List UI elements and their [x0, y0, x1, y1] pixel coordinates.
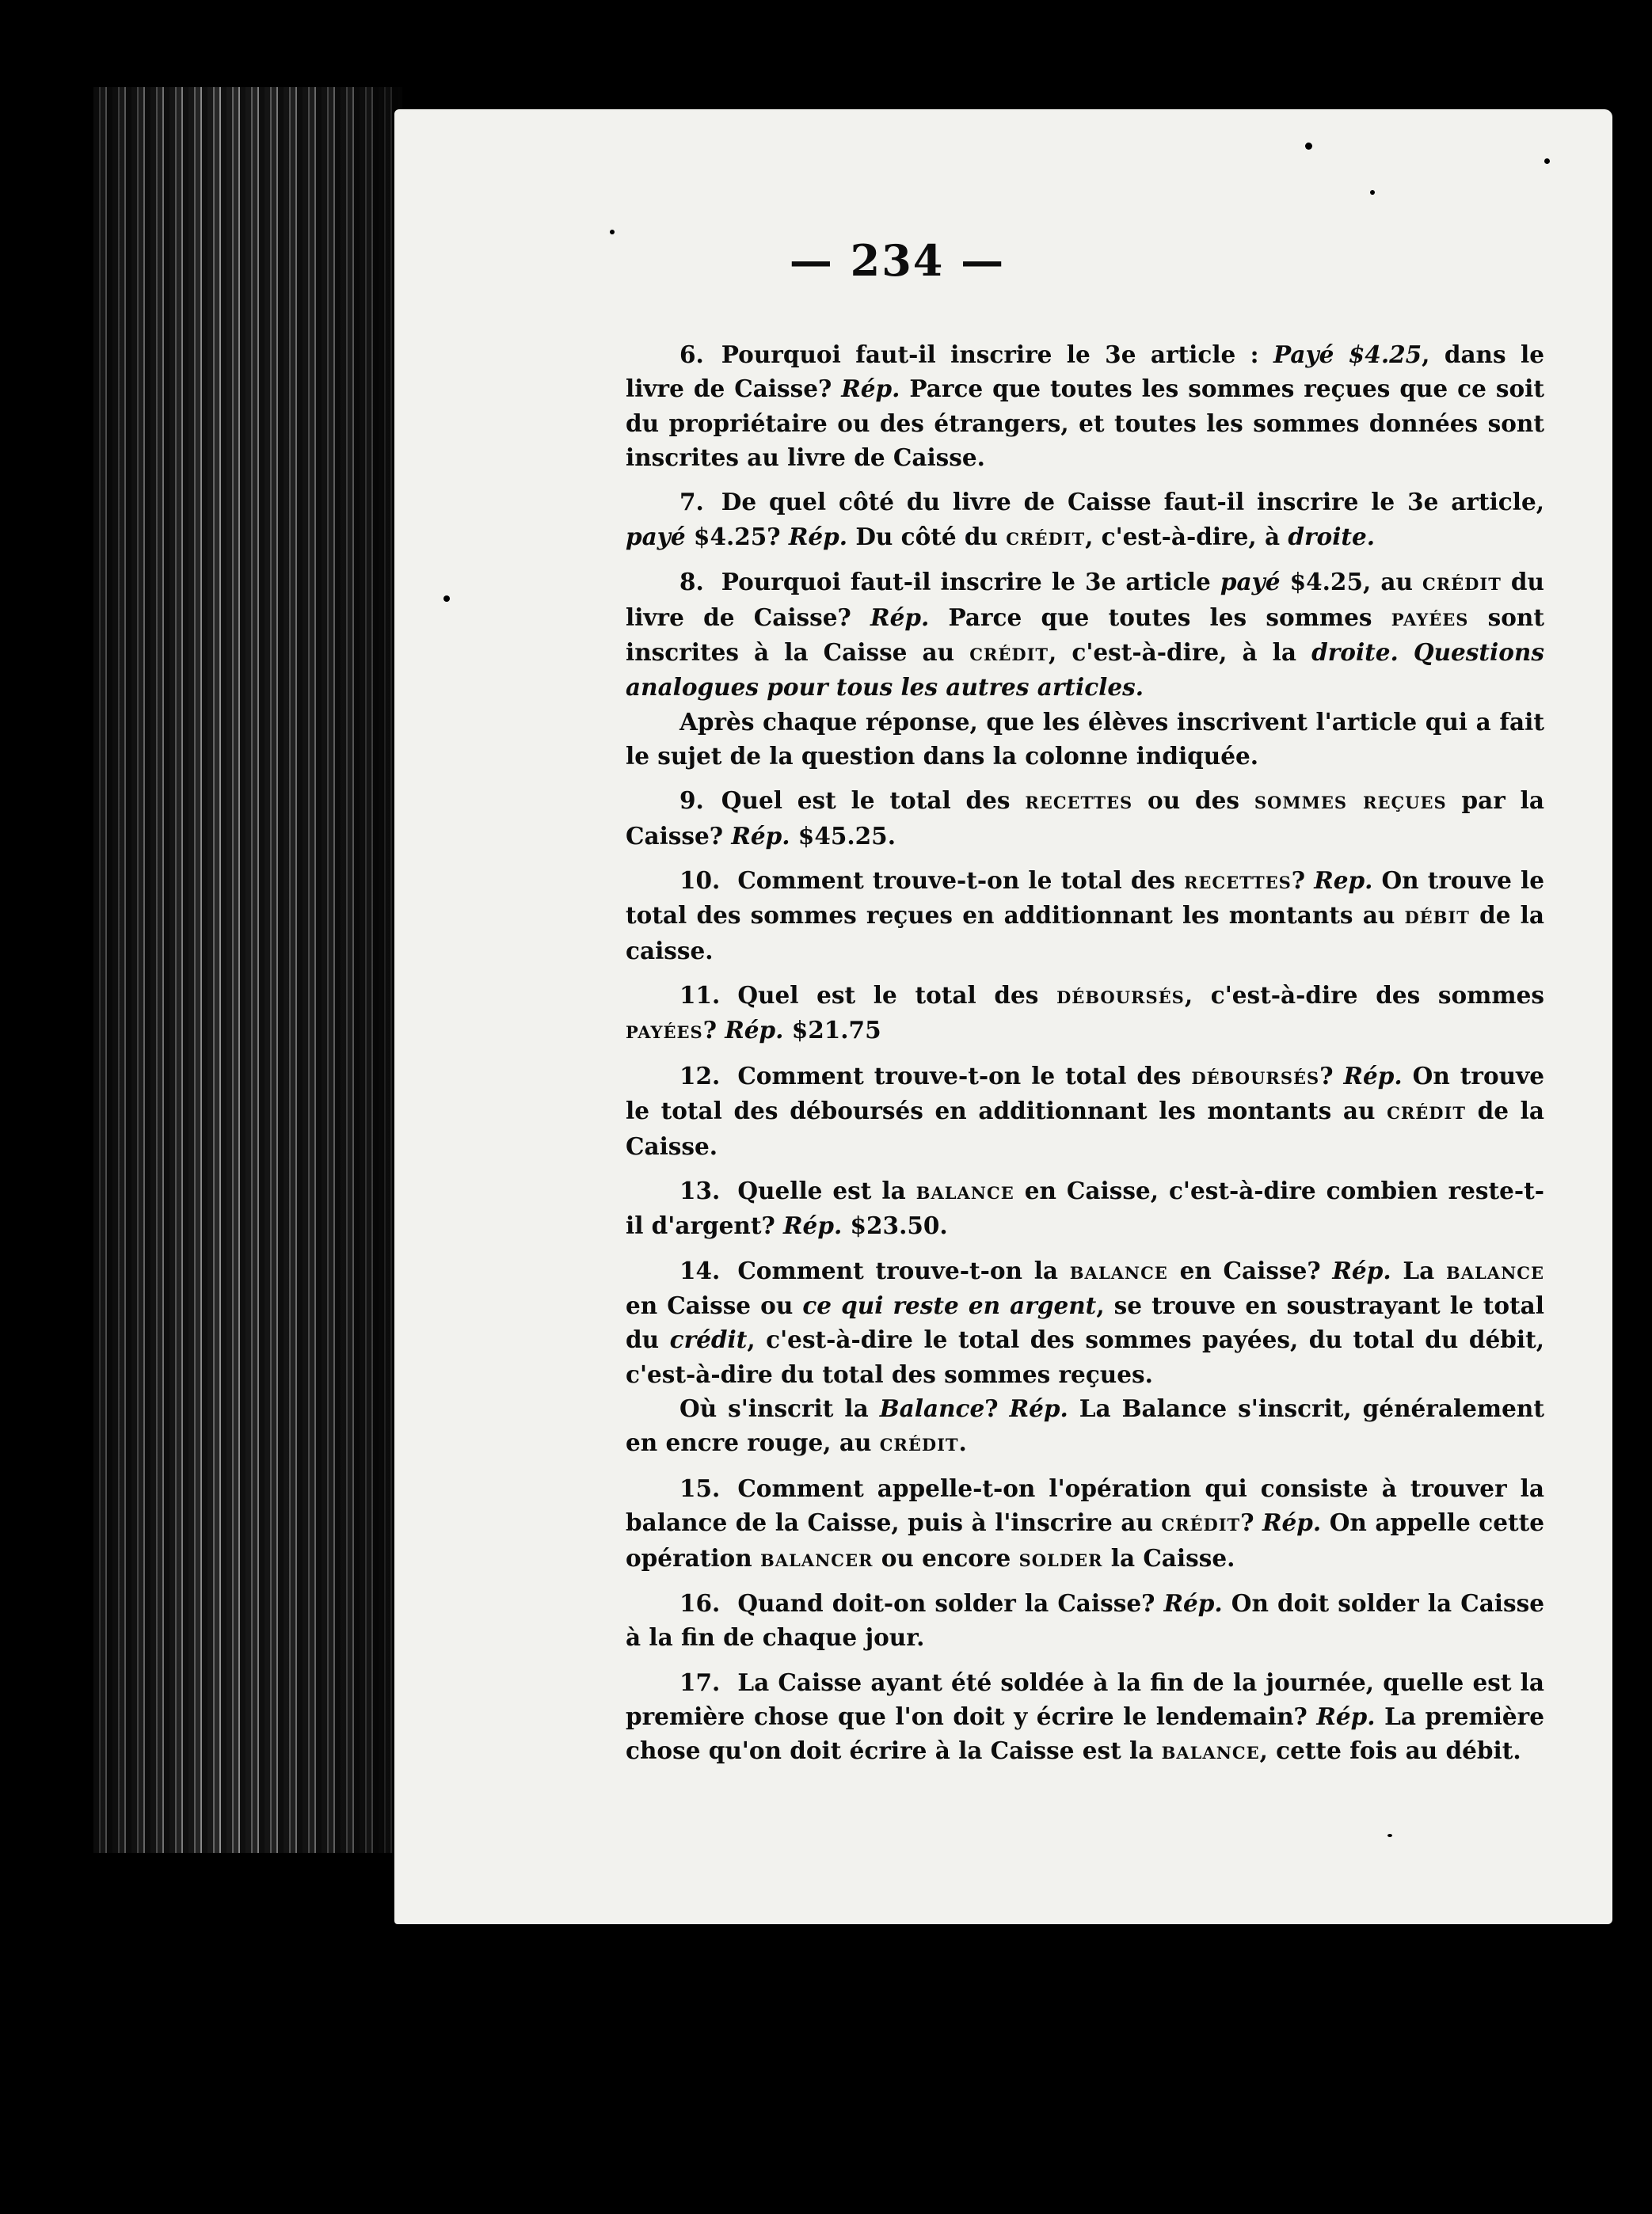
italic-text: Rép. — [1332, 1256, 1391, 1284]
qa-item — [626, 565, 1544, 704]
qa-text: en Caisse, c'est-à-dire combien reste-t-il d'argent? — [626, 1176, 1544, 1240]
qa-text: sont inscrites à la Caisse au — [626, 603, 1544, 666]
small-caps-term: crédit — [969, 638, 1049, 667]
qa-number: 7. — [679, 488, 704, 516]
qa-item — [626, 1665, 1544, 1769]
qa-text: ? — [1240, 1508, 1263, 1537]
qa-text: Comment trouve-t-on le total des — [737, 866, 1184, 895]
qa-text: en Caisse ou — [626, 1291, 803, 1319]
qa-text: $4.25, au — [1280, 568, 1422, 596]
qa-text: Après chaque réponse, que les élèves inscrivent l'article qui a fait le sujet de la question dans la colonne indiquée. — [626, 707, 1544, 770]
italic-text: Payé $4.25 — [1273, 340, 1422, 368]
qa-text: ? — [702, 1016, 725, 1044]
small-caps-term: balance — [1445, 1257, 1544, 1285]
qa-text: ou encore — [873, 1543, 1019, 1572]
qa-text: La Balance s'inscrit, généralement en encre rouge, au — [626, 1394, 1544, 1457]
italic-text: Rép. — [1262, 1508, 1322, 1537]
qa-text: Quand doit-on solder la Caisse? — [737, 1588, 1164, 1617]
italic-text: Rep. — [1314, 866, 1373, 895]
qa-number: 6. — [679, 340, 704, 368]
qa-text: ? — [1319, 1061, 1344, 1090]
qa-text: Quelle est la — [737, 1176, 916, 1204]
small-caps-term: solder — [1018, 1544, 1103, 1573]
qa-text: ou des — [1132, 786, 1254, 815]
qa-text: Parce que toutes les sommes — [929, 603, 1391, 631]
qa-item — [626, 485, 1544, 554]
italic-text: Rép. — [731, 821, 790, 850]
italic-text: Rép. — [1163, 1588, 1223, 1617]
qa-text: La — [1391, 1256, 1446, 1284]
qa-text: Quel est le total des — [737, 981, 1057, 1010]
small-caps-term: balance — [1161, 1737, 1260, 1766]
qa-item — [626, 337, 1544, 474]
qa-text: , c'est-à-dire le total des sommes payées, du total du débit, c'est-à-dire du total des sommes reçues. — [626, 1326, 1544, 1388]
qa-text: Quel est le total des — [721, 786, 1026, 815]
small-caps-term: crédit — [879, 1429, 959, 1458]
qa-text: On trouve le total des sommes reçues en additionnant les montants au — [626, 866, 1544, 930]
qa-number: 9. — [679, 786, 704, 815]
italic-text: Rép. — [783, 1212, 843, 1240]
qa-text: ? — [984, 1394, 1010, 1423]
small-caps-term: crédit — [1387, 1097, 1466, 1126]
page-number: — 234 — — [789, 235, 1006, 286]
qa-continuation — [626, 705, 1544, 774]
italic-text: Rép. — [1316, 1702, 1376, 1730]
qa-continuation — [626, 1391, 1544, 1461]
qa-item — [626, 978, 1544, 1048]
qa-text: On trouve le total des déboursés en additionnant les montants au — [626, 1061, 1545, 1125]
qa-text: Comment appelle-t-on l'opération qui consiste à trouver la balance de la Caisse, puis à l'inscrire au — [626, 1474, 1544, 1537]
qa-number: 17. — [679, 1668, 721, 1696]
small-caps-term: déboursés — [1056, 982, 1185, 1010]
qa-text: Pourquoi faut-il inscrire le 3e article : — [721, 340, 1273, 368]
qa-text: La première chose qu'on doit écrire à la Caisse est la — [626, 1702, 1544, 1765]
italic-text: Balance — [879, 1394, 985, 1423]
qa-item — [626, 783, 1544, 853]
italic-text: ce qui reste en argent — [802, 1291, 1097, 1319]
qa-item — [626, 1059, 1544, 1163]
qa-text: Où s'inscrit la — [679, 1394, 880, 1423]
italic-text: crédit — [669, 1326, 748, 1354]
qa-text: , cette fois au débit. — [1259, 1737, 1521, 1765]
qa-number: 10. — [679, 866, 721, 895]
small-caps-term: balancer — [759, 1544, 874, 1573]
italic-text: payé — [626, 522, 686, 550]
italic-text: droite. Questions analogues pour tous les autres articles. — [626, 637, 1544, 702]
qa-text: , c'est-à-dire, à — [1085, 522, 1288, 550]
qa-text: ? — [1291, 866, 1315, 895]
qa-text: , c'est-à-dire des sommes — [1184, 981, 1544, 1010]
qa-text: De quel côté du livre de Caisse faut-il inscrire le 3e article, — [721, 488, 1544, 516]
qa-text: par la Caisse? — [626, 786, 1544, 850]
qa-item — [626, 1586, 1544, 1655]
qa-number: 8. — [679, 568, 704, 596]
qa-text: Du côté du — [847, 522, 1007, 550]
qa-number: 11. — [679, 981, 721, 1010]
qa-number: 12. — [679, 1061, 721, 1090]
qa-text: du livre de Caisse? — [626, 568, 1544, 631]
qa-text: Comment trouve-t-on le total des — [737, 1061, 1192, 1090]
qa-number: 15. — [679, 1474, 721, 1502]
qa-text: en Caisse? — [1167, 1256, 1333, 1284]
qa-text: La Caisse ayant été soldée à la fin de la journée, quelle est la première chose que l'on doit y écrire le lendemain? — [626, 1668, 1544, 1730]
qa-item — [626, 1174, 1544, 1243]
qa-number: 14. — [679, 1256, 721, 1284]
qa-text: $23.50. — [842, 1212, 948, 1240]
qa-text: $21.75 — [783, 1016, 881, 1044]
qa-text: Pourquoi faut-il inscrire le 3e article — [721, 568, 1220, 596]
small-caps-term: crédit — [1161, 1509, 1241, 1538]
qa-text: , c'est-à-dire, à la — [1049, 637, 1312, 666]
qa-number: 16. — [679, 1588, 721, 1617]
small-caps-term: crédit — [1422, 569, 1502, 597]
italic-text: Rép. — [1009, 1394, 1068, 1423]
small-caps-term: recettes — [1025, 787, 1133, 816]
qa-text: On appelle cette opération — [626, 1508, 1545, 1572]
qa-item — [626, 863, 1544, 968]
qa-text: $45.25. — [790, 821, 896, 850]
qa-text: , se trouve en soustrayant le total du — [626, 1291, 1544, 1354]
italic-text: Rép. — [1343, 1061, 1403, 1090]
qa-text: la Caisse. — [1102, 1543, 1235, 1572]
small-caps-term: crédit — [1006, 523, 1086, 551]
small-caps-term: sommes reçues — [1254, 787, 1447, 816]
qa-text: de la caisse. — [626, 901, 1544, 964]
qa-item — [626, 1253, 1544, 1391]
qa-number: 13. — [679, 1176, 721, 1204]
question-answer-list — [626, 337, 1544, 1779]
italic-text: Rép. — [788, 522, 848, 550]
small-caps-term: balance — [915, 1177, 1014, 1205]
small-caps-term: payées — [1391, 603, 1469, 632]
small-caps-term: recettes — [1183, 867, 1292, 896]
italic-text: Rép. — [725, 1016, 784, 1044]
qa-text: de la Caisse. — [626, 1097, 1544, 1160]
italic-text: Rép. — [841, 375, 900, 403]
qa-text: . — [958, 1428, 967, 1457]
small-caps-term: déboursés — [1191, 1062, 1320, 1090]
qa-item — [626, 1471, 1544, 1576]
italic-text: Rép. — [870, 603, 930, 631]
small-caps-term: payées — [626, 1017, 703, 1045]
small-caps-term: débit — [1404, 902, 1470, 930]
italic-text: droite. — [1288, 522, 1376, 550]
italic-text: payé — [1220, 568, 1281, 596]
small-caps-term: balance — [1069, 1257, 1168, 1285]
qa-text: Parce que toutes les sommes reçues que ce soit du propriétaire ou des étrangers, et toutes les sommes données sont inscrites au livre de Caisse. — [626, 375, 1544, 472]
qa-text: , dans le livre de Caisse? — [626, 340, 1544, 403]
qa-text: Comment trouve-t-on la — [737, 1256, 1070, 1284]
qa-text: On doit solder la Caisse à la fin de chaque jour. — [626, 1588, 1545, 1652]
qa-text: $4.25? — [685, 522, 789, 550]
